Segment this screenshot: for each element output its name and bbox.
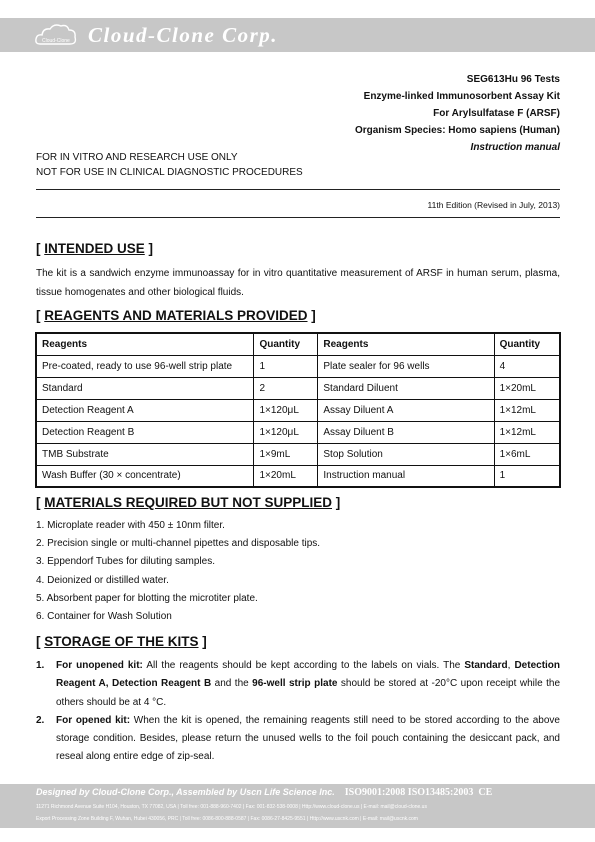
storage-text: and the: [211, 678, 253, 690]
list-item: [36, 657, 560, 712]
list-item: 5. Absorbent paper for blotting the microtiter plate.: [36, 592, 258, 604]
manual-label: Instruction manual: [470, 142, 560, 153]
storage-text: ,: [507, 660, 515, 671]
table-cell: 1: [254, 355, 318, 377]
table-cell: 1×6mL: [494, 443, 560, 465]
table-cell: Detection Reagent B: [36, 421, 254, 443]
table-header-row: [36, 333, 560, 355]
table-cell: Assay Diluent A: [318, 399, 494, 421]
table-cell: 1×120μL: [254, 421, 318, 443]
storage-bold: Detection Reagent A, Detection Reagent B: [56, 660, 561, 690]
storage-text: When the kit is opened, the remaining reagents still need to be stored according to the above storage condition. Besides, please return the unused wells to the foil pouch containing the desiccant pack, and reseal along entire edge of zip-seal.: [56, 714, 560, 763]
table-cell: Pre-coated, ready to use 96-well strip plate: [36, 355, 254, 377]
header-reagents: Reagents: [36, 333, 254, 355]
table-cell: Standard Diluent: [318, 377, 494, 399]
table-cell: 1×9mL: [254, 443, 318, 465]
table-row: [36, 421, 560, 443]
storage-text: All the reagents should be kept according to the labels on vials. The: [142, 660, 465, 671]
table-row: [36, 465, 560, 487]
footer-designed: Designed by Cloud-Clone Corp., Assembled by Uscn Life Science Inc.: [36, 787, 335, 797]
table-cell: 1×20mL: [494, 377, 560, 399]
kit-type: Enzyme-linked Immunosorbent Assay Kit: [363, 91, 560, 102]
section-title-materials: [ MATERIALS REQUIRED BUT NOT SUPPLIED ]: [36, 495, 341, 510]
reagents-table: [35, 332, 561, 488]
list-item: 1. Microplate reader with 450 ± 10nm filter.: [36, 520, 225, 531]
materials-list: [36, 517, 320, 626]
table-cell: TMB Substrate: [36, 443, 254, 465]
storage-lead: For opened kit:: [56, 714, 131, 726]
storage-bold: Standard: [464, 660, 508, 671]
table-cell: Assay Diluent B: [318, 421, 494, 443]
item-number: 1.: [36, 660, 45, 671]
list-item: 6. Container for Wash Solution: [36, 611, 172, 623]
section-title-reagents: [ REAGENTS AND MATERIALS PROVIDED ]: [36, 308, 316, 323]
ce-mark-icon: CE: [478, 787, 493, 798]
table-cell: Plate sealer for 96 wells: [318, 355, 494, 377]
storage-lead: For unopened kit:: [56, 660, 143, 671]
table-cell: 1×20mL: [254, 465, 318, 487]
table-row: [36, 355, 560, 377]
header-reagents: Reagents: [318, 333, 494, 355]
table-cell: 2: [254, 377, 318, 399]
use-restrictions: [36, 150, 303, 180]
organism-species: Organism Species: Homo sapiens (Human): [354, 125, 560, 136]
research-use-line: FOR IN VITRO AND RESEARCH USE ONLY: [36, 152, 238, 163]
divider: [36, 217, 560, 218]
footer-iso: ISO9001:2008 ISO13485:2003: [344, 787, 474, 798]
storage-bold: 96-well strip plate: [252, 678, 338, 690]
section-title-intended-use: [ INTENDED USE ]: [36, 241, 154, 256]
table-cell: Wash Buffer (30 × concentrate): [36, 465, 254, 487]
storage-text: should be stored at -20°C upon receipt while the others should be at 4 °C.: [56, 678, 561, 708]
kit-target: For Arylsulfatase F (ARSF): [433, 108, 560, 119]
header-quantity: Quantity: [254, 333, 318, 355]
table-cell: Stop Solution: [318, 443, 494, 465]
cloud-logo-icon: [34, 22, 78, 49]
table-cell: Standard: [36, 377, 254, 399]
clinical-use-line: NOT FOR USE IN CLINICAL DIAGNOSTIC PROCEDURES: [36, 167, 303, 178]
footer-address-us: 11271 Richmond Avenue Suite H104, Houston, TX 77082, USA | Toll free: 001-888-960-7402 | Fax: 001-832-538-0008 | Http://www.cloud-clone.us | E-mail: mail@cloud-clone.us: [36, 804, 427, 810]
section-title-storage: [ STORAGE OF THE KITS ]: [36, 634, 207, 649]
catalog-number: SEG613Hu 96 Tests: [466, 74, 560, 85]
table-cell: 4: [494, 355, 560, 377]
kit-meta: [355, 71, 560, 156]
footer-credits: [36, 787, 492, 798]
table-cell: 1×120μL: [254, 399, 318, 421]
table-row: [36, 399, 560, 421]
table-cell: 1×12mL: [494, 399, 560, 421]
storage-list: [36, 657, 560, 767]
intended-use-text: The kit is a sandwich enzyme immunoassay for in vitro quantitative measurement of ARSF in human serum, plasma, tissue homogenates and other biological fluids.: [36, 268, 560, 298]
list-item: [36, 712, 560, 767]
table-cell: Instruction manual: [318, 465, 494, 487]
list-item: 3. Eppendorf Tubes for diluting samples.: [36, 556, 215, 568]
logo-text: Cloud-Clone: [42, 38, 70, 44]
table-cell: 1: [494, 465, 560, 487]
list-item: 2. Precision single or multi-channel pipettes and disposable tips.: [36, 538, 321, 550]
divider: [36, 189, 560, 190]
table-row: [36, 443, 560, 465]
list-item: 4. Deionized or distilled water.: [36, 574, 169, 586]
brand-name: Cloud-Clone Corp.: [88, 23, 279, 47]
footer-address-cn: Export Processing Zone Building F, Wuhan, Hubei 430056, PRC | Toll free: 0086-800-888-0587 | Fax: 0086-27-8425-9551 | Http://www.uscnk.com | E-mail: mail@uscnk.com: [36, 816, 418, 822]
edition-info: 11th Edition (Revised in July, 2013): [427, 200, 560, 210]
header-quantity: Quantity: [494, 333, 560, 355]
table-cell: 1×12mL: [494, 421, 560, 443]
table-cell: Detection Reagent A: [36, 399, 254, 421]
item-number: 2.: [36, 714, 45, 726]
table-row: [36, 377, 560, 399]
